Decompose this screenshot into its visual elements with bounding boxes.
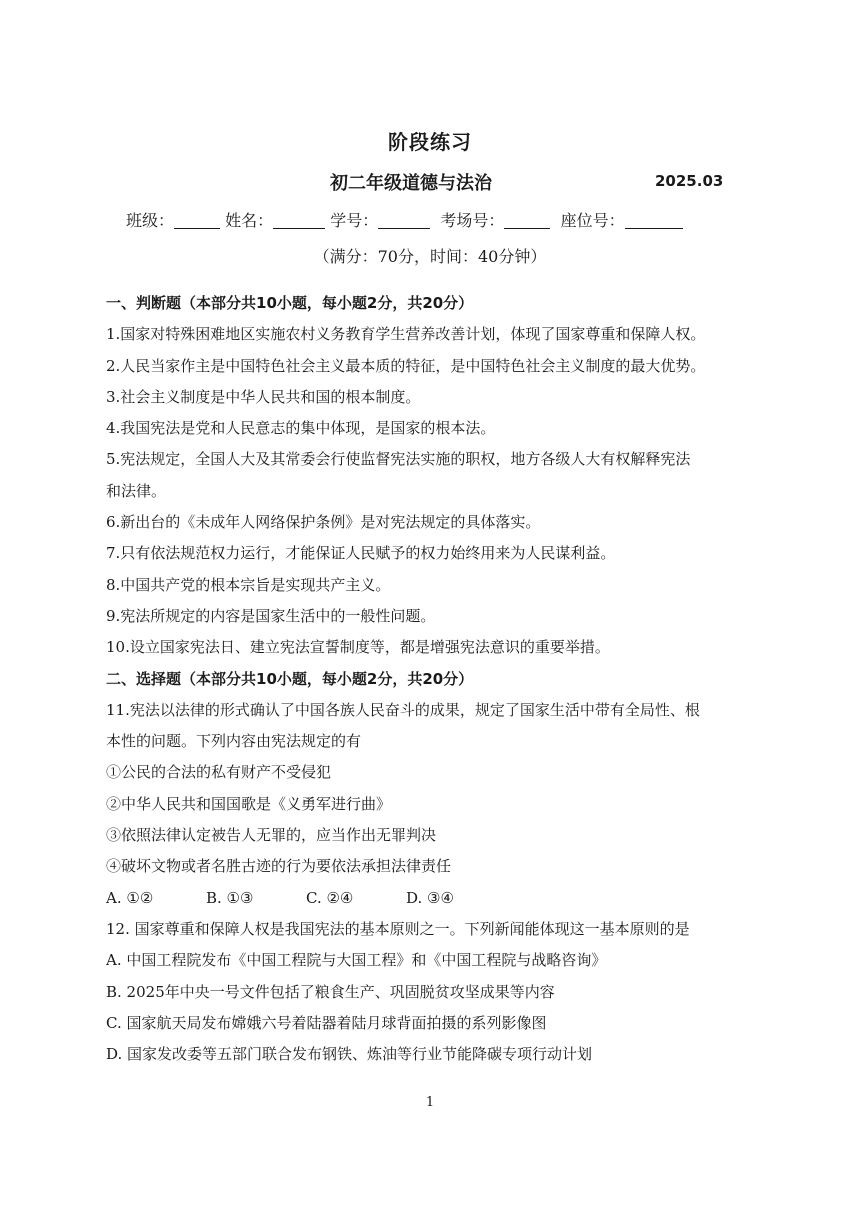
q11-option-b[interactable]: B. ①③ — [206, 888, 254, 907]
q12-option-c[interactable]: C. 国家航天局发布嫦娥六号着陆器着陆月球背面拍摄的系列影像图 — [106, 1013, 547, 1032]
score-time-note: （满分：70分，时间：40分钟） — [313, 247, 547, 266]
q11-stem: 11.宪法以法律的形式确认了中国各族人民奋斗的成果，规定了国家生活中带有全局性、根 — [106, 700, 700, 719]
student-id-label: 学号： — [330, 211, 379, 230]
q12-option-d[interactable]: D. 国家发改委等五部门联合发布钢铁、炼油等行业节能降碳专项行动计划 — [106, 1045, 593, 1064]
q11-statement-3: ③依照法律认定被告人无罪的，应当作出无罪判决 — [106, 826, 437, 845]
class-blank[interactable] — [174, 212, 220, 229]
judge-item-9: 9.宪法所规定的内容是国家生活中的一般性问题。 — [106, 606, 436, 625]
q11-option-a[interactable]: A. ①② — [106, 888, 154, 907]
exam-subtitle: 初二年级道德与法治 — [330, 173, 492, 194]
judge-item-4: 4.我国宪法是党和人民意志的集中体现，是国家的根本法。 — [106, 419, 496, 438]
page-number: 1 — [425, 1095, 435, 1110]
student-id-blank[interactable] — [378, 212, 430, 229]
q11-statement-4: ④破坏文物或者名胜古迹的行为要依法承担法律责任 — [106, 857, 452, 876]
judge-item-5: 5.宪法规定，全国人大及其常委会行使监督宪法实施的职权，地方各级人大有权解释宪法 — [106, 450, 691, 469]
student-info-line — [126, 208, 683, 231]
judge-item-10: 10.设立国家宪法日、建立宪法宣誓制度等，都是增强宪法意识的重要举措。 — [106, 638, 610, 657]
q12-option-b[interactable]: B. 2025年中央一号文件包括了粮食生产、巩固脱贫攻坚成果等内容 — [106, 982, 555, 1001]
judge-item-7: 7.只有依法规范权力运行，才能保证人民赋予的权力始终用来为人民谋利益。 — [106, 544, 616, 563]
class-label: 班级： — [126, 211, 175, 230]
exam-room-blank[interactable] — [504, 212, 550, 229]
q11-stem-cont: 本性的问题。下列内容由宪法规定的有 — [106, 732, 362, 751]
exam-title: 阶段练习 — [388, 130, 472, 154]
q12-stem: 12. 国家尊重和保障人权是我国宪法的基本原则之一。下列新闻能体现这一基本原则的是 — [106, 919, 690, 938]
judge-item-6: 6.新出台的《未成年人网络保护条例》是对宪法规定的具体落实。 — [106, 513, 541, 532]
q11-option-c[interactable]: C. ②④ — [306, 888, 354, 907]
name-label: 姓名： — [225, 211, 274, 230]
judge-item-1: 1.国家对特殊困难地区实施农村义务教育学生营养改善计划，体现了国家尊重和保障人权。 — [106, 325, 706, 344]
judge-item-8: 8.中国共产党的根本宗旨是实现共产主义。 — [106, 575, 391, 594]
exam-body — [106, 288, 766, 1070]
seat-label: 座位号： — [560, 211, 625, 230]
seat-blank[interactable] — [625, 212, 683, 229]
exam-date: 2025.03 — [655, 172, 724, 190]
q12-option-a[interactable]: A. 中国工程院发布《中国工程院与大国工程》和《中国工程院与战略咨询》 — [106, 951, 607, 970]
name-blank[interactable] — [273, 212, 325, 229]
q11-statement-2: ②中华人民共和国国歌是《义勇军进行曲》 — [106, 794, 392, 813]
q11-options — [106, 883, 766, 914]
judge-item-5-cont: 和法律。 — [106, 481, 167, 500]
q11-option-d[interactable]: D. ③④ — [406, 888, 454, 907]
judge-item-3: 3.社会主义制度是中华人民共和国的根本制度。 — [106, 387, 421, 406]
section1-heading: 一、判断题（本部分共10小题，每小题2分，共20分） — [106, 294, 474, 312]
exam-room-label: 考场号： — [440, 211, 505, 230]
q11-statement-1: ①公民的合法的私有财产不受侵犯 — [106, 763, 332, 782]
section2-heading: 二、选择题（本部分共10小题，每小题2分，共20分） — [106, 669, 474, 688]
judge-item-2: 2.人民当家作主是中国特色社会主义最本质的特征，是中国特色社会主义制度的最大优势。 — [106, 356, 706, 375]
